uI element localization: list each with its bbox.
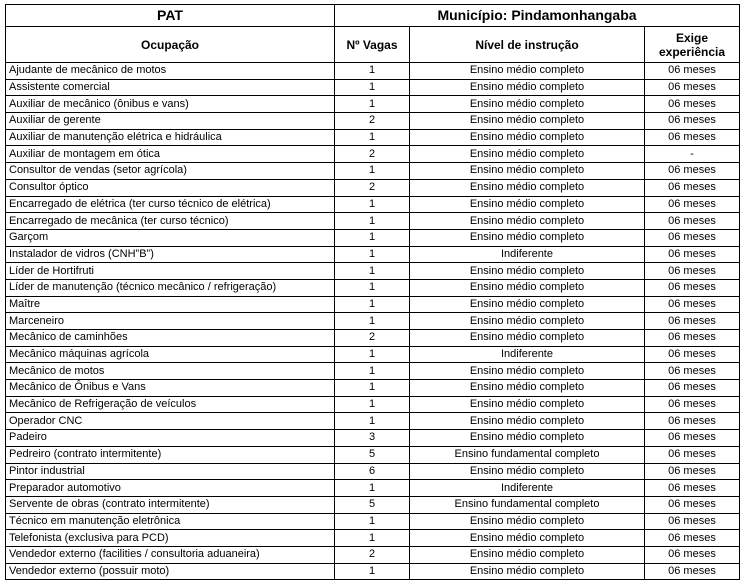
cell-nivel: Ensino médio completo bbox=[410, 380, 645, 397]
table-row bbox=[6, 146, 740, 163]
table-row bbox=[6, 246, 740, 263]
cell-experiencia: 06 meses bbox=[645, 530, 740, 547]
cell-experiencia: 06 meses bbox=[645, 129, 740, 146]
cell-vagas: 1 bbox=[335, 229, 410, 246]
cell-ocupacao: Servente de obras (contrato intermitente) bbox=[6, 496, 335, 513]
cell-experiencia: 06 meses bbox=[645, 179, 740, 196]
table-row bbox=[6, 213, 740, 230]
cell-experiencia: 06 meses bbox=[645, 113, 740, 130]
cell-experiencia: 06 meses bbox=[645, 79, 740, 96]
cell-vagas: 1 bbox=[335, 246, 410, 263]
cell-experiencia: 06 meses bbox=[645, 330, 740, 347]
table-row bbox=[6, 513, 740, 530]
header-row bbox=[6, 27, 740, 63]
cell-ocupacao: Pedreiro (contrato intermitente) bbox=[6, 446, 335, 463]
cell-nivel: Ensino médio completo bbox=[410, 129, 645, 146]
cell-ocupacao: Operador CNC bbox=[6, 413, 335, 430]
table-row bbox=[6, 430, 740, 447]
cell-vagas: 1 bbox=[335, 530, 410, 547]
cell-experiencia: 06 meses bbox=[645, 163, 740, 180]
cell-experiencia: 06 meses bbox=[645, 496, 740, 513]
cell-nivel: Ensino médio completo bbox=[410, 79, 645, 96]
cell-vagas: 5 bbox=[335, 496, 410, 513]
table-row bbox=[6, 279, 740, 296]
cell-nivel: Ensino médio completo bbox=[410, 563, 645, 580]
cell-ocupacao: Vendedor externo (facilities / consultoria aduaneira) bbox=[6, 546, 335, 563]
header-exige-line2: experiência bbox=[658, 44, 726, 59]
header-exige bbox=[645, 27, 740, 63]
table-row bbox=[6, 463, 740, 480]
cell-experiencia: 06 meses bbox=[645, 430, 740, 447]
table-row bbox=[6, 263, 740, 280]
cell-experiencia: 06 meses bbox=[645, 196, 740, 213]
cell-ocupacao: Líder de Hortifruti bbox=[6, 263, 335, 280]
cell-vagas: 1 bbox=[335, 396, 410, 413]
cell-ocupacao: Marceneiro bbox=[6, 313, 335, 330]
cell-vagas: 1 bbox=[335, 380, 410, 397]
cell-experiencia: 06 meses bbox=[645, 213, 740, 230]
table-row bbox=[6, 163, 740, 180]
cell-vagas: 6 bbox=[335, 463, 410, 480]
table-row bbox=[6, 330, 740, 347]
table-row bbox=[6, 196, 740, 213]
cell-ocupacao: Assistente comercial bbox=[6, 79, 335, 96]
cell-ocupacao: Auxiliar de mecânico (ônibus e vans) bbox=[6, 96, 335, 113]
table-row bbox=[6, 296, 740, 313]
cell-nivel: Ensino médio completo bbox=[410, 113, 645, 130]
table-row bbox=[6, 480, 740, 497]
cell-ocupacao: Ajudante de mecânico de motos bbox=[6, 63, 335, 80]
cell-ocupacao: Auxiliar de gerente bbox=[6, 113, 335, 130]
cell-ocupacao: Consultor de vendas (setor agrícola) bbox=[6, 163, 335, 180]
cell-experiencia: - bbox=[645, 146, 740, 163]
cell-vagas: 1 bbox=[335, 513, 410, 530]
cell-vagas: 2 bbox=[335, 330, 410, 347]
cell-vagas: 1 bbox=[335, 480, 410, 497]
table-row bbox=[6, 530, 740, 547]
table-row bbox=[6, 63, 740, 80]
cell-ocupacao: Vendedor externo (possuir moto) bbox=[6, 563, 335, 580]
table-row bbox=[6, 313, 740, 330]
header-ocupacao: Ocupação bbox=[6, 27, 335, 63]
cell-experiencia: 06 meses bbox=[645, 246, 740, 263]
cell-ocupacao: Maître bbox=[6, 296, 335, 313]
table-row bbox=[6, 229, 740, 246]
cell-vagas: 2 bbox=[335, 113, 410, 130]
cell-ocupacao: Telefonista (exclusiva para PCD) bbox=[6, 530, 335, 547]
cell-experiencia: 06 meses bbox=[645, 546, 740, 563]
cell-nivel: Ensino médio completo bbox=[410, 330, 645, 347]
cell-experiencia: 06 meses bbox=[645, 346, 740, 363]
cell-nivel: Ensino fundamental completo bbox=[410, 496, 645, 513]
cell-ocupacao: Encarregado de elétrica (ter curso técnico de elétrica) bbox=[6, 196, 335, 213]
cell-ocupacao: Encarregado de mecânica (ter curso técnico) bbox=[6, 213, 335, 230]
cell-vagas: 1 bbox=[335, 563, 410, 580]
cell-experiencia: 06 meses bbox=[645, 380, 740, 397]
table-row bbox=[6, 446, 740, 463]
cell-experiencia: 06 meses bbox=[645, 313, 740, 330]
cell-nivel: Indiferente bbox=[410, 346, 645, 363]
cell-nivel: Ensino médio completo bbox=[410, 213, 645, 230]
cell-experiencia: 06 meses bbox=[645, 480, 740, 497]
table-row bbox=[6, 129, 740, 146]
cell-nivel: Ensino médio completo bbox=[410, 63, 645, 80]
cell-ocupacao: Garçom bbox=[6, 229, 335, 246]
header-vagas: Nº Vagas bbox=[335, 27, 410, 63]
cell-experiencia: 06 meses bbox=[645, 63, 740, 80]
cell-vagas: 1 bbox=[335, 163, 410, 180]
cell-vagas: 3 bbox=[335, 430, 410, 447]
cell-experiencia: 06 meses bbox=[645, 463, 740, 480]
cell-ocupacao: Consultor óptico bbox=[6, 179, 335, 196]
cell-nivel: Ensino médio completo bbox=[410, 313, 645, 330]
table-row bbox=[6, 413, 740, 430]
cell-experiencia: 06 meses bbox=[645, 363, 740, 380]
cell-experiencia: 06 meses bbox=[645, 513, 740, 530]
cell-ocupacao: Pintor industrial bbox=[6, 463, 335, 480]
cell-nivel: Ensino médio completo bbox=[410, 263, 645, 280]
table-row bbox=[6, 563, 740, 580]
cell-nivel: Indiferente bbox=[410, 480, 645, 497]
cell-experiencia: 06 meses bbox=[645, 413, 740, 430]
cell-vagas: 1 bbox=[335, 279, 410, 296]
title-municipio: Município: Pindamonhangaba bbox=[335, 5, 740, 27]
cell-nivel: Ensino médio completo bbox=[410, 279, 645, 296]
cell-nivel: Ensino médio completo bbox=[410, 430, 645, 447]
cell-vagas: 1 bbox=[335, 96, 410, 113]
cell-nivel: Ensino médio completo bbox=[410, 396, 645, 413]
cell-ocupacao: Técnico em manutenção eletrônica bbox=[6, 513, 335, 530]
cell-experiencia: 06 meses bbox=[645, 446, 740, 463]
cell-ocupacao: Preparador automotivo bbox=[6, 480, 335, 497]
cell-ocupacao: Líder de manutenção (técnico mecânico / refrigeração) bbox=[6, 279, 335, 296]
cell-vagas: 1 bbox=[335, 129, 410, 146]
cell-experiencia: 06 meses bbox=[645, 279, 740, 296]
header-exige-line1: Exige bbox=[675, 30, 708, 45]
cell-nivel: Ensino médio completo bbox=[410, 513, 645, 530]
cell-nivel: Ensino médio completo bbox=[410, 413, 645, 430]
cell-nivel: Ensino médio completo bbox=[410, 229, 645, 246]
cell-vagas: 1 bbox=[335, 296, 410, 313]
table-row bbox=[6, 113, 740, 130]
cell-vagas: 2 bbox=[335, 546, 410, 563]
title-row bbox=[6, 5, 740, 27]
cell-nivel: Ensino médio completo bbox=[410, 463, 645, 480]
cell-vagas: 1 bbox=[335, 213, 410, 230]
table-row bbox=[6, 396, 740, 413]
cell-ocupacao: Mecânico de Refrigeração de veículos bbox=[6, 396, 335, 413]
cell-experiencia: 06 meses bbox=[645, 563, 740, 580]
job-vacancies-table bbox=[5, 4, 740, 580]
cell-ocupacao: Mecânico de caminhões bbox=[6, 330, 335, 347]
cell-experiencia: 06 meses bbox=[645, 263, 740, 280]
title-pat: PAT bbox=[6, 5, 335, 27]
cell-experiencia: 06 meses bbox=[645, 396, 740, 413]
table-row bbox=[6, 496, 740, 513]
cell-nivel: Ensino médio completo bbox=[410, 546, 645, 563]
cell-ocupacao: Padeiro bbox=[6, 430, 335, 447]
cell-vagas: 2 bbox=[335, 146, 410, 163]
cell-nivel: Ensino médio completo bbox=[410, 146, 645, 163]
cell-nivel: Ensino médio completo bbox=[410, 296, 645, 313]
cell-nivel: Ensino médio completo bbox=[410, 163, 645, 180]
cell-nivel: Indiferente bbox=[410, 246, 645, 263]
cell-nivel: Ensino médio completo bbox=[410, 196, 645, 213]
cell-vagas: 1 bbox=[335, 63, 410, 80]
cell-vagas: 1 bbox=[335, 346, 410, 363]
cell-ocupacao: Mecânico máquinas agrícola bbox=[6, 346, 335, 363]
cell-experiencia: 06 meses bbox=[645, 296, 740, 313]
table-row bbox=[6, 546, 740, 563]
cell-vagas: 5 bbox=[335, 446, 410, 463]
cell-ocupacao: Auxiliar de montagem em ótica bbox=[6, 146, 335, 163]
cell-nivel: Ensino médio completo bbox=[410, 96, 645, 113]
cell-ocupacao: Mecânico de Ônibus e Vans bbox=[6, 380, 335, 397]
cell-ocupacao: Mecânico de motos bbox=[6, 363, 335, 380]
header-nivel: Nível de instrução bbox=[410, 27, 645, 63]
cell-nivel: Ensino médio completo bbox=[410, 179, 645, 196]
cell-nivel: Ensino médio completo bbox=[410, 363, 645, 380]
cell-ocupacao: Auxiliar de manutenção elétrica e hidráulica bbox=[6, 129, 335, 146]
cell-vagas: 1 bbox=[335, 363, 410, 380]
table-row bbox=[6, 79, 740, 96]
cell-vagas: 1 bbox=[335, 313, 410, 330]
cell-vagas: 2 bbox=[335, 179, 410, 196]
cell-vagas: 1 bbox=[335, 196, 410, 213]
table-body bbox=[6, 63, 740, 580]
cell-vagas: 1 bbox=[335, 413, 410, 430]
cell-ocupacao: Instalador de vidros (CNH”B”) bbox=[6, 246, 335, 263]
table-row bbox=[6, 346, 740, 363]
table-row bbox=[6, 363, 740, 380]
table-row bbox=[6, 96, 740, 113]
cell-experiencia: 06 meses bbox=[645, 229, 740, 246]
cell-nivel: Ensino fundamental completo bbox=[410, 446, 645, 463]
cell-vagas: 1 bbox=[335, 79, 410, 96]
table-row bbox=[6, 179, 740, 196]
cell-experiencia: 06 meses bbox=[645, 96, 740, 113]
table-row bbox=[6, 380, 740, 397]
cell-vagas: 1 bbox=[335, 263, 410, 280]
cell-nivel: Ensino médio completo bbox=[410, 530, 645, 547]
